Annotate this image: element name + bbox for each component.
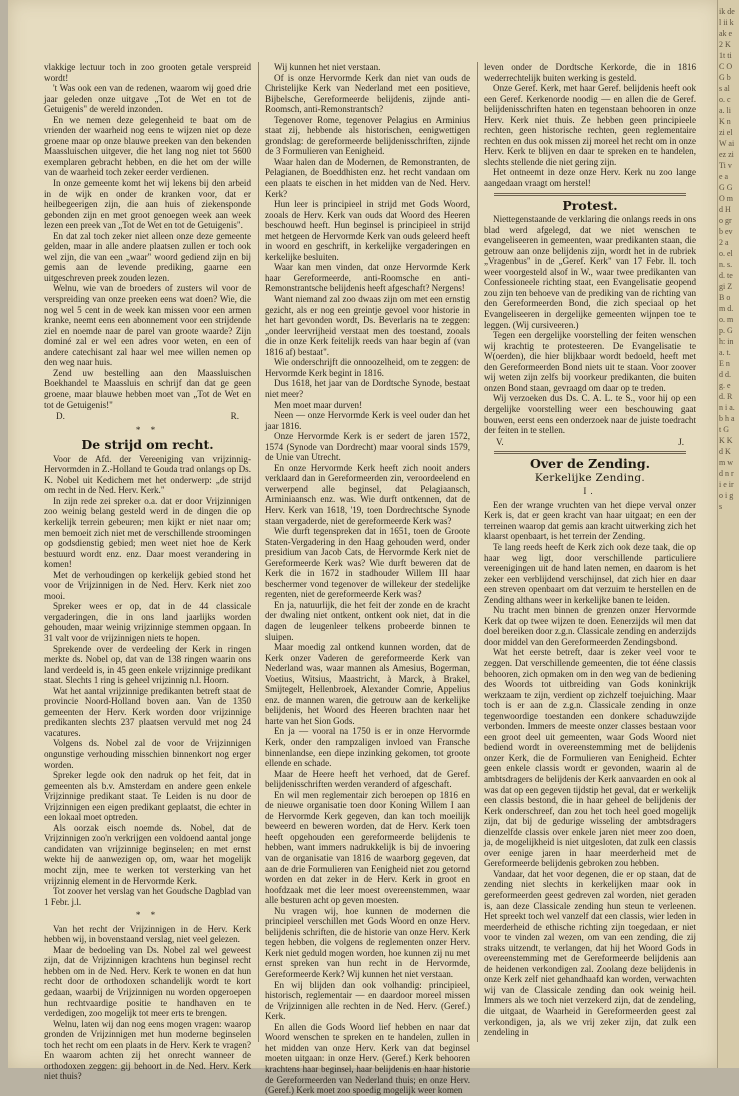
paragraph: Dus 1618, het jaar van de Dordtsche Synode, bestaat niet meer? bbox=[265, 378, 470, 399]
paragraph: Het ontneemt in deze onze Herv. Kerk nu zoo lange aangedaan vraagt om herstel! bbox=[484, 167, 696, 189]
signature-line bbox=[484, 437, 696, 448]
article-heading: De strijd om recht. bbox=[81, 437, 214, 453]
column-rule-1 bbox=[258, 62, 259, 1042]
paragraph: En wil men reglementair zich beroepen op 1816 en de nieuwe organisatie toen door Koning Willem I aan de Hervormde Kerk gegeven, dan kan toch moeilijk beweerd en beweren worden, dat de Herv. Kerk toen heeft opgehouden een gereformeerde belijdenis te hebben, want immers nadrukkelijk is bij de invoering van de organisatie van 1816 de waarborg gegeven, dat aan de drie Formulieren van Eenigheid niet zou getornd worden en dat zeker in de Herv. Kerk in groot en hoofdzaak met die leer moest overeenstemmen, waar alle besturen acht op geven moesten. bbox=[265, 789, 470, 906]
section-divider bbox=[494, 451, 686, 454]
paragraph: Tegenover Rome, tegenover Pelagius en Arminius staat zij, hebbende als historischen, eenigwettigen grondslag: de gereformeerde belijdenisschriften, zijnde de 3 Formulieren van Eenigheid. bbox=[265, 114, 470, 157]
paragraph: Met de verhoudingen op kerkelijk gebied stond het voor de Vrijzinnigen in de Ned. Herv. Kerk niet zoo mooi. bbox=[44, 569, 251, 601]
paragraph: Welnu, wie van de broeders of zusters wil voor de verspreiding van onze preeken eens wat doen? Wie, die nog wel 5 cent in de week kan missen voor een armen kranke, neemt eens een abonnement voor een strijdende ziel en noemde naar de parel van groote waarde? Zijn dominé zal er wel een adres voor weten, en een of andere catechisant zal haar wel mee willen nemen op den weg naar huis. bbox=[44, 283, 251, 368]
paragraph: Onze Hervormde Kerk is er sedert de jaren 1572, 1574 (Synode van Dordrecht) maar vooral sinds 1579, de Unie van Utrecht. bbox=[265, 431, 470, 463]
signature-initial: D. bbox=[56, 411, 65, 422]
section-stars: * * bbox=[135, 910, 160, 921]
paragraph: En ja — vooral na 1750 is er in onze Hervormde Kerk, onder den rampzaligen invloed van Fransche binnenlandse, een diepe inzinking gekomen, tot groote ellende en schade. bbox=[265, 726, 470, 769]
article-subheading: Kerkelijke Zending. bbox=[534, 471, 646, 484]
column-2 bbox=[265, 62, 470, 1096]
paragraph: Een der wrange vruchten van het diepe verval onzer Kerk is, dat er geen kracht van haar uitgaat; en een der terreinen waarop dat gemis aan kracht uitwerking zich het klaarst openbaart, is het terrein der Zending. bbox=[484, 499, 696, 542]
adjacent-page-text-fragment: ik de l ii k ak e 2 K 1t ti C O G b s al o. c a. li K n zi el W ai ez zi Ti ve a G G O m d H o gr b ev 2 a o. el n. s. d. te gi Z B o m d. o. m p. G h: in a. t. E n d d. g. e d. R n i a. b h a t G K K d K m w d n ri e ir o i g s bbox=[719, 7, 735, 511]
paragraph: Onze Geref. Kerk, met haar Geref. belijdenis heeft ook een Geref. Kerkenorde noodig — en allen die de Geref. belijdenisschriften haten en tegenstaan behooren in onze Herv. Kerk niet thuis. Ze hebben geen principieele rechten, geen historische rechten, geen reglementaire rechten en dus ook missen zij moreel het recht om in onze Herv. Kerk te blijven en daar te spreken en te handelen, slechts stellende die niet gering zijn. bbox=[484, 83, 696, 167]
paragraph: Maar de bedoeling van Ds. Nobel zal wel geweest zijn, dat de Vrijzinnigen krachtens hun beginsel recht hebben om in de Ned. Herv. Kerk te wonen en dat hun recht door de orthodoxen schandelijk wordt te kort gedaan, waarbij de Vrijzinnigen nu worden opgeroepen hun rechtvaardige positie te handhaven en te verdedigen, zoo mogelijk tot meer erts te brengen. bbox=[44, 944, 251, 1019]
paragraph: Voor de Afd. der Vereeniging van vrijzinnig-Hervormden in Z.-Holland te Gouda trad onlangs op Ds. K. Nobel uit Kedichem met het onderwerp: „de strijd om recht in de Ned. Herv. Kerk." bbox=[44, 453, 251, 496]
paragraph: Volgens ds. Nobel zal de voor de Vrijzinnigen ongunstige verhouding misschien binnenkort nog erger worden. bbox=[44, 738, 251, 770]
paragraph: En dat zal toch zeker niet alleen onze deze gemeente gelden, maar in alle andere plaatsen zullen er toch ook wel zijn, die van een „waar" woord gediend zijn en bij gemis aan de levende prediking, gaarne een uitgeschreven preek zouden lezen. bbox=[44, 230, 251, 283]
paragraph: En ja, natuurlijk, die het feit der zonde en de kracht der dwaling niet ontkent, ontkent ook niet, dat in die dagen de leugenleer telkens probeerde binnen te sluipen. bbox=[265, 599, 470, 642]
paragraph: Men moet maar durven! bbox=[274, 399, 363, 410]
signature-initial: V. bbox=[496, 436, 504, 447]
column-3 bbox=[484, 62, 696, 1062]
paragraph: Nu tracht men binnen de grenzen onzer Hervormde Kerk dat op twee wijzen te doen. Eenerzijds wil men dat doel bereiken door z.g.n. Classicale zending en anderzijds door middel van den Gereformeerden Zendingsbond. bbox=[484, 605, 696, 647]
section-divider bbox=[494, 193, 686, 196]
paragraph: Waar kan men vinden, dat onze Hervormde Kerk haar Gereformeerde, anti-Roomsche en anti-Remonstrantsche belijdenis heeft afgeschaft? Nergens! bbox=[265, 262, 470, 294]
paragraph: Wij verzoeken dus Ds. C. A. L. te S., voor hij op een dergelijke voorstelling weer een beschouwing gaat bouwen, eerst eens een onderzoek naar de juiste toedracht der feiten in te stellen. bbox=[484, 393, 696, 436]
paragraph: Wie onderschrijft die onnoozelheid, om te zeggen: de Hervormde Kerk begint in 1816. bbox=[265, 357, 470, 378]
column-rule-2 bbox=[477, 62, 478, 1042]
paragraph: En wij blijden dan ook volhandig: principieel, historisch, reglementair — en daardoor moreel missen de Vrijzinnigen alle rechten in de Ned. Herv. (Geref.) Kerk. bbox=[265, 979, 470, 1022]
signature-initial: J. bbox=[678, 436, 684, 447]
paragraph: Wat het aantal vrijzinnige predikanten betreft staat de provincie Noord-Holland boven aan. Van de 1350 gemeenten der Herv. Kerk worden door vrijzinnige predikanten slechts 237 plaatsen vervuld met nog 24 vacatures. bbox=[44, 685, 251, 738]
article-heading: Over de Zending. bbox=[530, 456, 650, 472]
paragraph: Tot zoover het verslag van het Goudsche Dagblad van 1 Febr. j.l. bbox=[44, 886, 251, 907]
paragraph: Spreker wees er op, dat in de 44 classicale vergaderingen, die in ons land jaarlijks worden gehouden, maar weinig vrijzinnige stemmen opgaan. In 31 valt voor de vrijzinnigen niets te hopen. bbox=[44, 601, 251, 643]
paragraph: Vandaar, dat het voor degenen, die er op staan, dat de zending niet slechts in kerkelijken maar ook in gereformeerden geest gedreven zal worden, niet geraden is, aan deze Classicale zending hun steun te verleenen. Het spreekt toch wel vanzelf dat een classis, wier leden in meerderheid de ethische richting zijn toegedaan, er niet voor te vinden zal wezen, om van een zending, die zij straks uitzendt, te verlangen, dat hij het Woord Gods in overeenstemming met de Gereformeerde belijdenis aan de heidenen verkondigen zal. Zoolang deze belijdenis in onze Kerk zelf niet gehandhaafd kan worden, verwachten wij van de Classicale zending dan ook weinig heil. Immers als we toch niet verzekerd zijn, dat de zendeling, die uitgaat, de Waarheid in Gereformeerden geest zal verkondigen, ja, als we vrij zeker zijn, dat zulk een zendeling in bbox=[484, 868, 696, 1038]
paragraph: Tegen een dergelijke voorstelling der feiten wenschen wij krachtig te protesteeren. De Evangelisatie te W(oerden), die hier blijkbaar wordt bedoeld, heeft met den Gereformeerden Bond niets uit te staan. Voor zoover wij weten zijn zelfs bij voorkeur predikanten, die buiten onzen Bond staan, gevraagd om daar op te treden. bbox=[484, 330, 696, 393]
article-heading: Protest. bbox=[562, 197, 618, 213]
section-number: I. bbox=[583, 486, 597, 497]
section-stars: * * bbox=[135, 424, 160, 435]
signature-line bbox=[44, 411, 251, 422]
paragraph: vlakkige lectuur toch in zoo grooten getale verspreid wordt! bbox=[44, 62, 251, 83]
paragraph: En allen die Gods Woord lief hebben en naar dat Woord wenschen te spreken en te handelen, zullen in het midden van onze Herv. Kerk van dat beginsel moeten uitgaan: in onze Herv. (Geref.) Kerk behooren krachtens haar beginsel, haar belijdenis en haar historie de Gereformeerden van Nederland thuis; en onze Herv. (Geref.) Kerk moet zoo spoedig mogelijk weer komen bbox=[265, 1021, 470, 1096]
paragraph: Neen — onze Hervormde Kerk is veel ouder dan het jaar 1816. bbox=[265, 410, 470, 431]
paragraph: 't Was ook een van de redenen, waarom wij goed drie jaar geleden onze uitgave „Tot de Wet en tot de Getuigenis" de wereld inzonden. bbox=[44, 83, 251, 115]
paragraph: Maar de Heere heeft het verhoed, dat de Geref. belijdenisschriften werden veranderd of afgeschaft. bbox=[265, 768, 470, 790]
signature-initial: R. bbox=[230, 411, 239, 422]
paragraph: Sprekende over de verdeeling der Kerk in ringen merkte ds. Nobel op, dat van de 138 ringen waarin ons land verdeeld is, in 45 geen enkele vrijzinnige predikant staat. Slechts 1 ring is geheel vrijzinnig n.l. Hoorn. bbox=[44, 643, 251, 686]
paragraph: Spreker legde ook den nadruk op het feit, dat in gemeenten als b.v. Amsterdam en andere geen enkele Vrijzinnige predikant staat. Te Leiden is nu door de Vrijzinnigen een eigen predikant geplaatst, die echter in een lokaal moet optreden. bbox=[44, 770, 251, 823]
paragraph: En onze Hervormde Kerk heeft zich nooit anders verklaard dan in Gereformeerden zin, veroordeelend en verwerpend alle beginsel, dat Pelagiaansch, Arminiaansch enz. was. Wie durft ontkennen, dat de Herv. Kerk van 1618, '19, toen Dordrechtsche Synode staan vergaderde, niet de gereformeerde Kerk was? bbox=[265, 462, 470, 526]
paragraph: Zend uw bestelling aan den Maassluischen Boekhandel te Maassluis en schrijf dan dat ge geen groene, maar blauwe hebben moet van „Tot de Wet en tot de Getuigenis!" bbox=[44, 367, 251, 410]
paragraph: Welnu, laten wij dan nog eens mogen vragen: waarop gronden de Vrijzinnigen met hun moderne beginselen toch het recht om een plaats in de Herv. Kerk te vragen? En waarom achten zij het onrecht wanneer de orthodoxen zeggen: gij behoort in de Ned. Herv. Kerk niet thuis? bbox=[44, 1018, 251, 1082]
paragraph: Of is onze Hervormde Kerk dan niet van ouds de Christelijke Kerk van Nederland met een positieve, Bijbelsche, Gereformeerde belijdenis, zijnde anti-Roomsch, anti-Remonstrantsch? bbox=[265, 72, 470, 115]
paragraph: leven onder de Dordtsche Kerkorde, die in 1816 wederrechtelijk buiten werking is gesteld. bbox=[484, 62, 696, 83]
paragraph: Niettegenstaande de verklaring die onlangs reeds in ons blad werd afgelegd, dat we niet wenschen te evangeliseeren in gemeenten, waar predikanten staan, die getrouw aan onze belijdenis zijn, wordt het in de rubriek „Vragenbus" in de „Geref. Kerk" van 17 Febr. ll. toch weer voorgesteld alsof in W., waar twee predikanten van Confessioneele richting staat, een Evangelisatie geopend zou zijn ten behoeve van de prediking van de richting van den Gereformeerden Bond, die zich speciaal op het Evangeliseeren in dergelijke gemeenten wijnpen toe te leggen. (Wij cursiveeren.) bbox=[484, 214, 696, 330]
paragraph: In zijn rede zei spreker o.a. dat er door Vrijzinnigen zoo weinig belang gesteld werd in de dingen die op kerkelijk terrein gebeuren; men kijkt er niet naar om; men bemoeit zich niet met de verschillende stroomingen op godsdienstig gebied; men weet niet hoe de Kerk bestuurd wordt enz. enz. Daar moest verandering in komen! bbox=[44, 495, 251, 570]
paragraph: Nu vragen wij, hoe kunnen de modernen die principieel verschillen met Gods Woord en onze Herv. belijdenis schriften, die de historie van onze Herv. Kerk tegen hebben, die volgens de reglementen onzer Herv. Kerk niet geduld mogen worden, hoe kunnen zij nu met ernst spreken van hun recht in de Hervormde, Gereformeerde Kerk? Wij kunnen het niet verstaan. bbox=[265, 905, 470, 980]
paragraph: En we nemen deze gelegenheid te baat om de vrienden der waarheid nog eens te wijzen niet op deze groene maar op onze blauwe preeken van den bekenden Maassluischen uitgever, die het lang nog niet tot 5600 exemplaren gebracht hebben, en die het om der wille van de waarheid toch zeker eerder verdienen. bbox=[44, 114, 251, 178]
paragraph: Waar halen dan de Modernen, de Remonstranten, de Pelagianen, de Boeddhisten enz. het recht vandaan om een plaats te eischen in het midden van de Ned. Herv. Kerk? bbox=[265, 156, 470, 199]
paragraph: Wij kunnen het niet verstaan. bbox=[274, 62, 381, 72]
paragraph: Van het recht der Vrijzinnigen in de Herv. Kerk hebben wij, in bovenstaand verslag, niet veel gelezen. bbox=[44, 923, 251, 945]
column-1 bbox=[44, 62, 251, 1082]
paragraph: Als oorzak eisch noemde ds. Nobel, dat de Vrijzinnigen zoo'n verkrijgen een voldoend aantal jonge candidaten van vrijzinnige beginselen; en met ernst wekte hij de aanwezigen op, om, waar het mogelijk mocht zijn, mee te werken tot versterking van het vrijzinnig element in de Hervormde Kerk. bbox=[44, 822, 251, 886]
paragraph: Hun leer is principieel in strijd met Gods Woord, zooals de Herv. Kerk van ouds dat Woord des Heeren beschouwd heeft. Hun beginsel is principieel in strijd met hetgeen de Hervormde Kerk van ouds geleerd heeft in woord en geschrift, in kerkelijke vergaderingen en kerkelijke besluiten. bbox=[265, 199, 470, 262]
paragraph: Wat het eerste betreft, daar is zeker veel voor te zeggen. Dat verschillende gemeenten, die tot ééne classis behooren, zich opmaken om in den weg van de bediening des Woords tot uitbreiding van Gods koninkrijk werkzaam te zijn, verdient op zichzelf toejuiching. Maar toch is er aan de z.g.n. Classicale zending in onze tegenwoordige toestanden een donkere schaduwzijde verbonden. Immers de meeste onzer classes bestaan voor een groot deel uit gemeenten, waar Gods Woord niet bediend wordt in overeenstemming met de belijdenis onzer Kerk, die de Formulieren van Eenigheid. Echter geen enkele classis wordt er gevonden, waarin al de ambtsdragers de belijdenis der Kerk aanvaarden en ook al was dat op een gegeven tijdstip het geval, dat er werkelijk een classis bestond, die in haar geheel de belijdenis der Kerk onderschreef, dan zou het toch heel goed mogelijk zijn, dat bij de gedurige wisseling der ambtsdragers dienzelfde classis over enkele jaren niet meer zoo doen, ja, de mogelijkheid is niet uitgesloten, dat zulk een classis over eenige jaren in haar meerderheid met de Gereformeerde belijdenis gebroken zou hebben. bbox=[484, 647, 696, 869]
paragraph: Te lang reeds heeft de Kerk zich ook deze taak, die op haar weg ligt, door verschillende particuliere vereenigingen uit de hand laten nemen, en daarom is het zeker een verblijdend verschijnsel, dat zich hier en daar een streven openbaart om dat verzuim te herstellen en de Zending althans weer in kerkelijke banen te leiden. bbox=[484, 541, 696, 605]
paragraph: In onze gemeente komt het wij lekens bij den arbeid in de wijk en onder de kranken voor, dat er heilbegeerigen zijn, die aan huis of ziekensponde gebonden zijn en met groot genoegen week aan week lezen een preek van „Tot de Wet en tot de Getuigenis". bbox=[44, 178, 251, 231]
paragraph: Wie durft tegenspreken dat in 1651, toen de Groote Staten-Vergadering in den Haag gehouden werd, onder presidium van Jacob Cats, de Hervormde Kerk niet de Gereformeerde Kerk was? Wie durft beweren dat de Kerk die in 1672 in stadhouder Willem III haar beschermer vond tegenover de willekeur der stedelijke regenten, niet de gereformeerde Kerk was? bbox=[265, 526, 470, 600]
paragraph: Want niemand zal zoo dwaas zijn om met een ernstig gezicht, als er nog een greintje gevoel voor historie in het hart gevonden wordt, Ds. Beverlaris na te zeggen: „onder leervrijheid verstaat men des toestand, zooals die in onze Kerk feitelijk reeds van haar begin af (van 1816 af) bestaat". bbox=[265, 294, 470, 357]
paragraph: Maar moedig zal ontkend kunnen worden, dat de Kerk onzer Vaderen de gereformeerde Kerk van Nederland was, waar mannen als Amesius, Bogerman, Voetius, Witsius, Maastricht, à Marck, à Brakel, Smijtegelt, Hellenbroek, Alexander Comrie, Appelius enz. de mannen waren, die getrouw aan de kerkelijke belijdenis, het Woord des Heeren brachten naar het harte van het Sion Gods. bbox=[265, 642, 470, 726]
